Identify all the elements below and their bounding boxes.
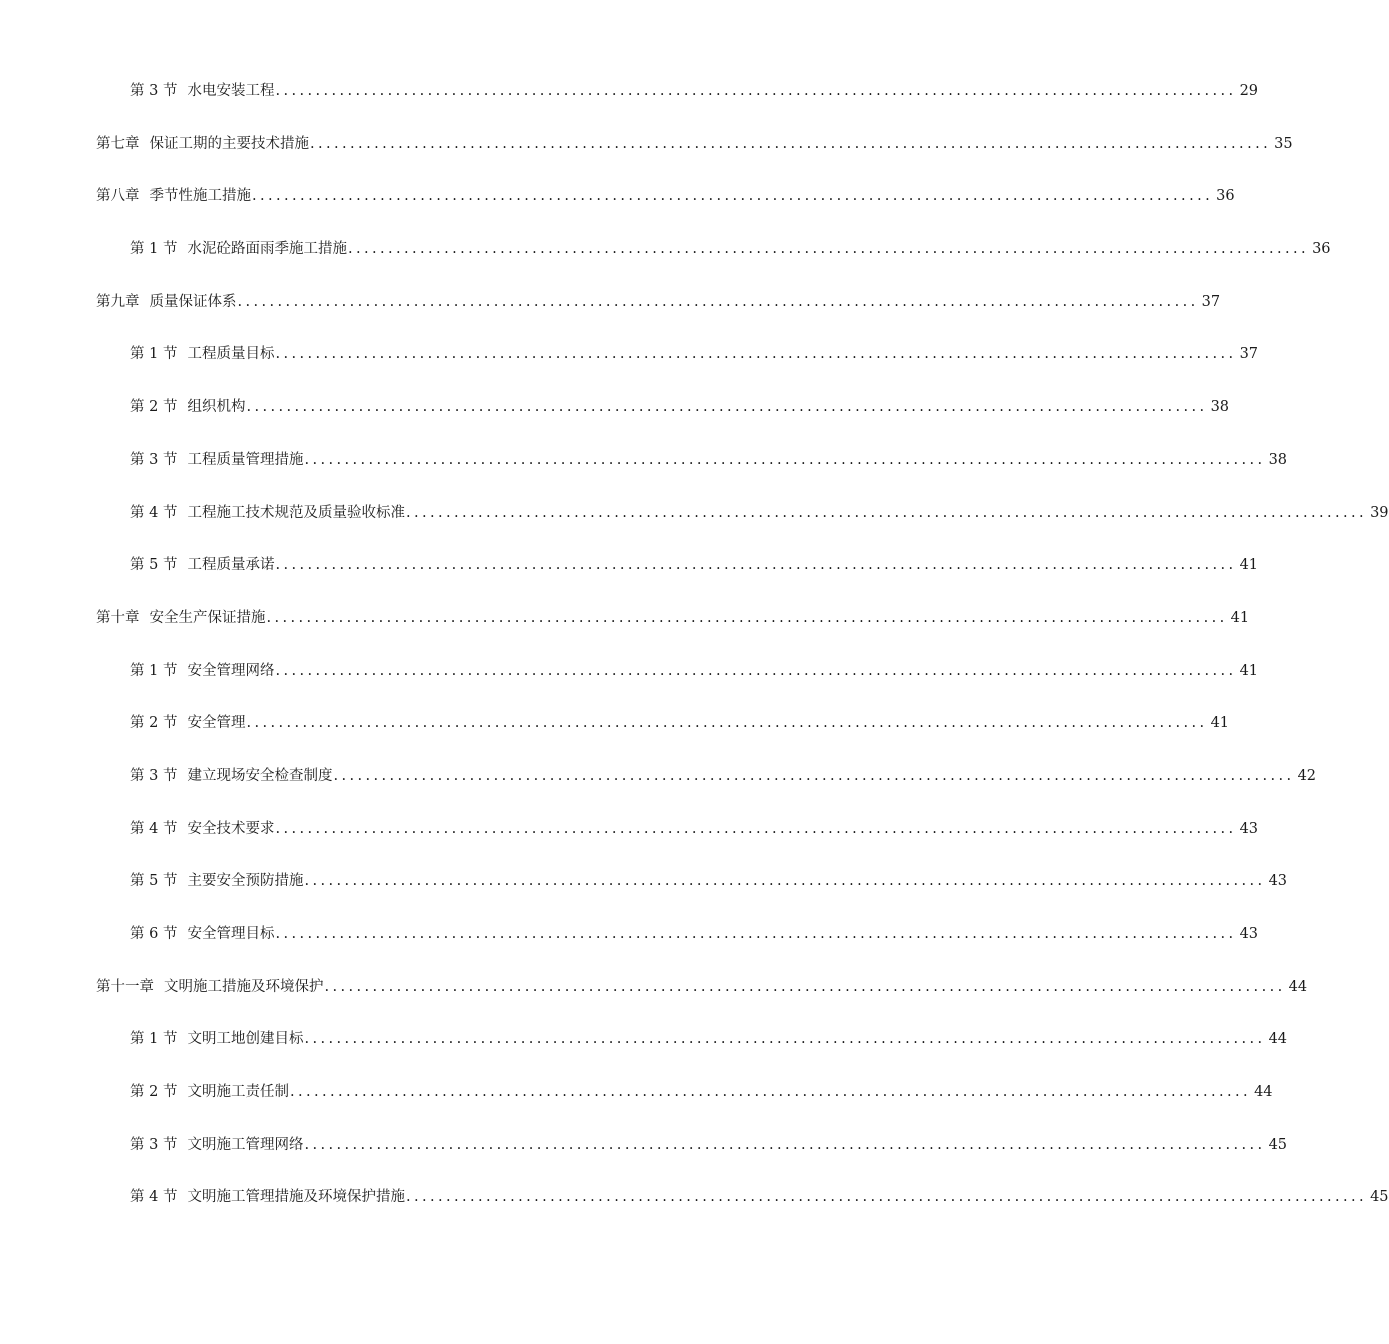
toc-line	[130, 923, 1259, 945]
toc-dot-leader: ........................................................................................................................	[347, 241, 1310, 258]
toc-entry-title: 工程质量管理措施	[187, 451, 304, 468]
toc-line	[130, 1081, 1273, 1103]
toc-section-entry[interactable]	[0, 698, 1230, 751]
toc-entry-title: 保证工期的主要技术措施	[149, 135, 309, 152]
toc-dot-leader: ........................................................................................................................	[275, 926, 1237, 942]
toc-entry-title: 水电安装工程	[187, 83, 275, 99]
toc-entry-number: 第 4 节	[130, 1189, 178, 1206]
toc-line	[130, 449, 1288, 471]
toc-page-number: 44	[1288, 978, 1308, 995]
toc-entry-title: 文明施工管理措施及环境保护措施	[187, 1189, 405, 1206]
toc-chapter-entry[interactable]	[0, 277, 1221, 330]
toc-dot-leader: ........................................................................................................................	[266, 609, 1228, 626]
toc-entry-title: 质量保证体系	[149, 293, 237, 310]
toc-entry-label	[130, 818, 274, 840]
toc-entry-title: 工程施工技术规范及质量验收标准	[187, 504, 405, 521]
toc-entry-label	[96, 133, 309, 155]
toc-entry-number: 第 4 节	[130, 820, 178, 837]
toc-line	[96, 607, 1250, 629]
toc-line	[130, 1186, 1389, 1208]
toc-line	[96, 976, 1308, 998]
toc-line	[130, 712, 1230, 734]
toc-section-entry[interactable]	[0, 1014, 1288, 1067]
toc-page-number: 42	[1297, 767, 1317, 784]
toc-entry-title: 文明施工管理网络	[187, 1136, 304, 1153]
toc-dot-leader: ........................................................................................................................	[275, 557, 1237, 574]
toc-entry-title: 建立现场安全检查制度	[187, 767, 333, 784]
toc-section-entry[interactable]	[0, 224, 1331, 277]
toc-entry-number: 第 4 节	[130, 504, 178, 521]
toc-entry-label	[130, 923, 274, 945]
toc-page-number: 38	[1268, 451, 1288, 468]
toc-dot-leader: ........................................................................................................................	[304, 1136, 1266, 1153]
toc-dot-leader: ........................................................................................................................	[304, 873, 1266, 890]
toc-page-number: 41	[1239, 557, 1259, 574]
toc-dot-leader: ........................................................................................................................	[275, 820, 1237, 837]
toc-dot-leader: ........................................................................................................................	[246, 399, 1208, 416]
toc-entry-label	[130, 238, 347, 260]
toc-entry-label	[96, 185, 251, 207]
toc-entry-label	[130, 712, 245, 734]
toc-line	[130, 238, 1331, 260]
toc-entry-label	[130, 449, 303, 471]
toc-entry-label	[130, 554, 274, 576]
toc-entry-title: 水泥砼路面雨季施工措施	[187, 241, 347, 258]
toc-section-entry[interactable]	[0, 1120, 1288, 1173]
toc-page-number: 44	[1254, 1084, 1273, 1101]
toc-line	[96, 291, 1221, 313]
toc-page-number: 29	[1239, 83, 1259, 99]
toc-entry-number: 第 3 节	[130, 1136, 178, 1153]
table-of-contents	[0, 66, 1389, 1225]
toc-entry-number: 第十一章	[96, 978, 154, 995]
toc-line	[96, 185, 1235, 207]
toc-entry-title: 安全生产保证措施	[149, 609, 266, 626]
toc-dot-leader: ........................................................................................................................	[304, 451, 1266, 468]
toc-entry-label	[130, 1134, 303, 1156]
toc-section-entry[interactable]	[0, 856, 1288, 909]
toc-entry-number: 第 1 节	[130, 1031, 178, 1048]
toc-dot-leader: ........................................................................................................................	[304, 1031, 1266, 1048]
toc-dot-leader: ........................................................................................................................	[275, 346, 1237, 363]
toc-entry-label	[96, 607, 266, 629]
toc-line	[130, 343, 1259, 365]
toc-line	[130, 660, 1259, 682]
toc-section-entry[interactable]	[0, 1172, 1389, 1225]
toc-entry-title: 组织机构	[187, 399, 246, 416]
toc-entry-label	[130, 396, 245, 418]
toc-line	[130, 80, 1259, 102]
toc-entry-number: 第十章	[96, 609, 140, 626]
toc-entry-label	[130, 765, 332, 787]
toc-page-number: 38	[1210, 399, 1230, 416]
toc-section-entry[interactable]	[0, 329, 1259, 382]
toc-entry-number: 第 3 节	[130, 451, 178, 468]
toc-entry-title: 安全管理	[187, 715, 246, 732]
toc-section-entry[interactable]	[0, 382, 1230, 435]
toc-entry-title: 文明施工责任制	[187, 1084, 289, 1101]
toc-line	[130, 396, 1230, 418]
toc-page-number: 36	[1216, 188, 1235, 205]
toc-page-number: 43	[1239, 926, 1259, 942]
toc-dot-leader: ........................................................................................................................	[252, 188, 1214, 205]
toc-entry-number: 第 2 节	[130, 1084, 178, 1101]
toc-page-number: 43	[1268, 873, 1288, 890]
toc-entry-number: 第 5 节	[130, 873, 178, 890]
toc-entry-number: 第八章	[96, 188, 140, 205]
toc-section-entry[interactable]	[0, 804, 1259, 857]
toc-page-number: 44	[1268, 1031, 1288, 1048]
toc-entry-number: 第 6 节	[130, 926, 178, 942]
toc-entry-number: 第 1 节	[130, 241, 178, 258]
toc-dot-leader: ........................................................................................................................	[405, 1189, 1368, 1206]
toc-chapter-entry[interactable]	[0, 119, 1293, 172]
toc-page-number: 41	[1239, 662, 1259, 679]
toc-dot-leader: ........................................................................................................................	[324, 978, 1286, 995]
toc-entry-title: 季节性施工措施	[149, 188, 251, 205]
toc-page-number: 43	[1239, 820, 1259, 837]
toc-chapter-entry[interactable]	[0, 962, 1308, 1015]
toc-page-number: 35	[1274, 135, 1293, 152]
toc-entry-number: 第 5 节	[130, 557, 178, 574]
toc-entry-number: 第 3 节	[130, 767, 178, 784]
toc-section-entry[interactable]	[0, 66, 1259, 119]
toc-page-number: 45	[1370, 1189, 1389, 1206]
toc-dot-leader: ........................................................................................................................	[237, 293, 1199, 310]
toc-page-number: 39	[1370, 504, 1389, 521]
toc-section-entry[interactable]	[0, 751, 1317, 804]
toc-section-entry[interactable]	[0, 540, 1259, 593]
toc-entry-number: 第 2 节	[130, 399, 178, 416]
toc-entry-title: 工程质量目标	[187, 346, 275, 363]
toc-chapter-entry[interactable]	[0, 171, 1235, 224]
toc-section-entry[interactable]	[0, 1067, 1273, 1120]
toc-entry-label	[130, 80, 274, 102]
toc-entry-title: 安全管理目标	[187, 926, 275, 942]
toc-section-entry[interactable]	[0, 488, 1389, 541]
toc-entry-label	[130, 870, 303, 892]
toc-page-number: 45	[1268, 1136, 1288, 1153]
toc-entry-label	[130, 502, 405, 524]
toc-chapter-entry[interactable]	[0, 593, 1250, 646]
toc-entry-title: 工程质量承诺	[187, 557, 275, 574]
toc-entry-number: 第 1 节	[130, 346, 178, 363]
toc-section-entry[interactable]	[0, 646, 1259, 699]
toc-entry-title: 文明施工措施及环境保护	[164, 978, 324, 995]
toc-line	[96, 133, 1293, 155]
toc-entry-label	[130, 1081, 289, 1103]
toc-line	[130, 818, 1259, 840]
toc-line	[130, 1134, 1288, 1156]
toc-page-number: 37	[1239, 346, 1259, 363]
toc-section-entry[interactable]	[0, 909, 1259, 962]
toc-dot-leader: ........................................................................................................................	[310, 135, 1272, 152]
toc-page-number: 41	[1210, 715, 1230, 732]
toc-entry-title: 安全技术要求	[187, 820, 275, 837]
toc-dot-leader: ........................................................................................................................	[333, 767, 1295, 784]
toc-page-number: 37	[1201, 293, 1221, 310]
toc-entry-label	[96, 976, 324, 998]
toc-dot-leader: ........................................................................................................................	[275, 83, 1237, 99]
toc-entry-number: 第七章	[96, 135, 140, 152]
toc-line	[130, 870, 1288, 892]
toc-dot-leader: ........................................................................................................................	[275, 662, 1237, 679]
toc-page-number: 41	[1230, 609, 1250, 626]
toc-entry-label	[96, 291, 237, 313]
toc-line	[130, 765, 1317, 787]
toc-dot-leader: ........................................................................................................................	[289, 1084, 1252, 1101]
toc-section-entry[interactable]	[0, 435, 1288, 488]
toc-entry-title: 主要安全预防措施	[187, 873, 304, 890]
toc-line	[130, 1028, 1288, 1050]
toc-dot-leader: ........................................................................................................................	[246, 715, 1208, 732]
toc-entry-label	[130, 1186, 405, 1208]
toc-dot-leader: ........................................................................................................................	[405, 504, 1368, 521]
toc-entry-number: 第九章	[96, 293, 140, 310]
toc-page-number: 36	[1312, 241, 1331, 258]
toc-entry-number: 第 2 节	[130, 715, 178, 732]
toc-line	[130, 554, 1259, 576]
toc-line	[130, 502, 1389, 524]
toc-entry-title: 文明工地创建目标	[187, 1031, 304, 1048]
toc-entry-label	[130, 660, 274, 682]
toc-entry-number: 第 1 节	[130, 662, 178, 679]
toc-entry-title: 安全管理网络	[187, 662, 275, 679]
toc-entry-number: 第 3 节	[130, 83, 178, 99]
toc-entry-label	[130, 1028, 303, 1050]
toc-entry-label	[130, 343, 274, 365]
